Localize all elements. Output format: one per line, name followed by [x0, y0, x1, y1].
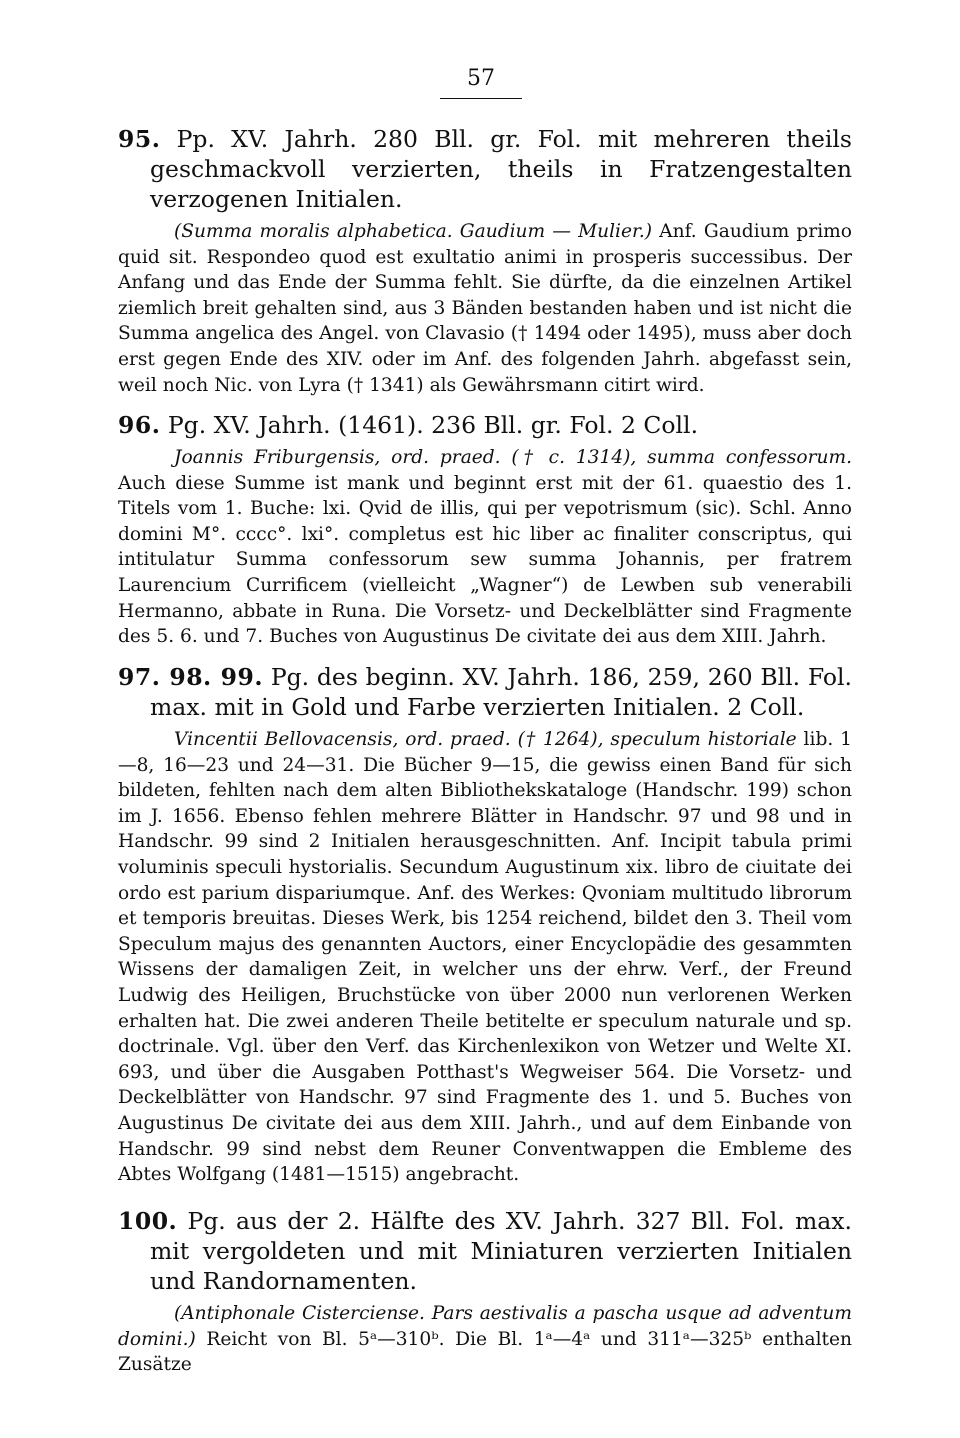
entry-96: [118, 410, 852, 650]
entry-heading-text: Pg. aus der 2. Hälfte des XV. Jahrh. 327 Bll. Fol. max. mit vergoldeten und mit Miniaturen verzierten Initialen und Randornamenten.: [150, 1207, 852, 1295]
entry-heading: [118, 662, 852, 722]
entry-body: [118, 219, 852, 398]
entry-body: [118, 445, 852, 650]
entry-number: 97. 98. 99.: [118, 663, 264, 691]
entry-citation: (Summa moralis alphabetica. Gaudium — Mulier.): [174, 221, 653, 242]
entry-number: 96.: [118, 411, 161, 439]
entry-text: Auch diese Summe ist mank und beginnt erst mit der 61. quaestio des 1. Titels vom 1. Buche: lxi. Qvid de illis, qui per vepotrismum (sic). Schl. Anno domini M°. cccc°. lxi°. completus est hic liber ac finaliter conscriptus, qui intitulatur Summa confessorum sew summa Johannis, per fratrem Laurencium Currificem (vielleicht „Wagner“) de Lewben sub venerabili Hermanno, abbate in Runa. Die Vorsetz- und Deckelblätter sind Fragmente des 5. 6. und 7. Buches von Augustinus De civitate dei aus dem XIII. Jahrh.: [118, 472, 852, 648]
entry-body: [118, 727, 852, 1188]
entry-heading: [118, 1206, 852, 1296]
entry-number: 100.: [118, 1207, 178, 1235]
page-number: 57: [440, 66, 522, 99]
entry-number: 95.: [118, 125, 161, 153]
entry-text: Reicht von Bl. 5ᵃ—310ᵇ. Die Bl. 1ᵃ—4ᵃ und 311ᵃ—325ᵇ enthalten Zusätze: [118, 1328, 852, 1376]
entry-text: lib. 1—8, 16—23 und 24—31. Die Bücher 9—15, die gewiss einen Band für sich bildeten, fehlten nach dem alten Bibliothekskataloge (Handschr. 199) schon im J. 1656. Ebenso fehlen mehrere Blätter in Handschr. 97 und 98 und in Handschr. 99 sind 2 Initialen herausgeschnitten. Anf. Incipit tabula primi voluminis speculi hystorialis. Secundum Augustinum xix. libro de ciuitate dei ordo est parium dispariumque. Anf. des Werkes: Qvoniam multitudo librorum et temporis breuitas. Dieses Werk, bis 1254 reichend, bildet den 3. Theil vom Speculum majus des genannten Auctors, einer Encyclopädie des gesammten Wissens der damaligen Zeit, in welcher uns der ehrw. Verf., der Freund Ludwig des Heiligen, Bruchstücke von über 2000 nun verlorenen Werken erhalten hat. Die zwei anderen Theile betitelte er speculum naturale und sp. doctrinale. Vgl. über den Verf. das Kirchenlexikon von Wetzer und Welte XI. 693, und über die Ausgaben Potthast's Wegweiser 564. Die Vorsetz- und Deckelblätter von Handschr. 97 sind Fragmente des 1. und 5. Buches von Augustinus De civitate dei aus dem XIII. Jahrh., und auf dem Einbande von Handschr. 99 sind nebst dem Reuner Conventwappen die Embleme des Abtes Wolfgang (1481—1515) angebracht.: [118, 729, 852, 1186]
entry-97-98-99: [118, 662, 852, 1188]
entry-text: Anf. Gaudium primo quid sit. Respondeo quod est exultatio animi in prosperis successibus. Der Anfang und das Ende der Summa fehlt. Sie dürfte, da die einzelnen Artikel ziemlich breit gehalten sind, aus 3 Bänden bestanden haben und ist nicht die Summa angelica des Angel. von Clavasio († 1494 oder 1495), muss aber doch erst gegen Ende des XIV. oder im Anf. des folgenden Jahrh. abgefasst sein, weil noch Nic. von Lyra († 1341) als Gewährsmann citirt wird.: [118, 221, 852, 396]
entry-100: [118, 1206, 852, 1378]
entry-heading-text: Pg. des beginn. XV. Jahrh. 186, 259, 260 Bll. Fol. max. mit in Gold und Farbe verzierten Initialen. 2 Coll.: [150, 663, 852, 721]
entry-heading: [118, 124, 852, 214]
entry-heading: [118, 410, 852, 440]
entry-95: [118, 124, 852, 398]
entry-citation: (Antiphonale Cisterciense. Pars aestivalis a pascha usque ad adventum domini.): [118, 1303, 852, 1350]
entry-heading-text: Pp. XV. Jahrh. 280 Bll. gr. Fol. mit mehreren theils geschmackvoll verzierten, theils in Fratzengestalten verzogenen Initialen.: [150, 125, 852, 213]
entry-citation: Joannis Friburgensis, ord. praed. († c. 1314), summa confessorum.: [174, 447, 852, 468]
entry-body: [118, 1301, 852, 1378]
entry-citation: Vincentii Bellovacensis, ord. praed. († 1264), speculum historiale: [174, 729, 797, 750]
entry-heading-text: Pg. XV. Jahrh. (1461). 236 Bll. gr. Fol. 2 Coll.: [167, 411, 699, 439]
